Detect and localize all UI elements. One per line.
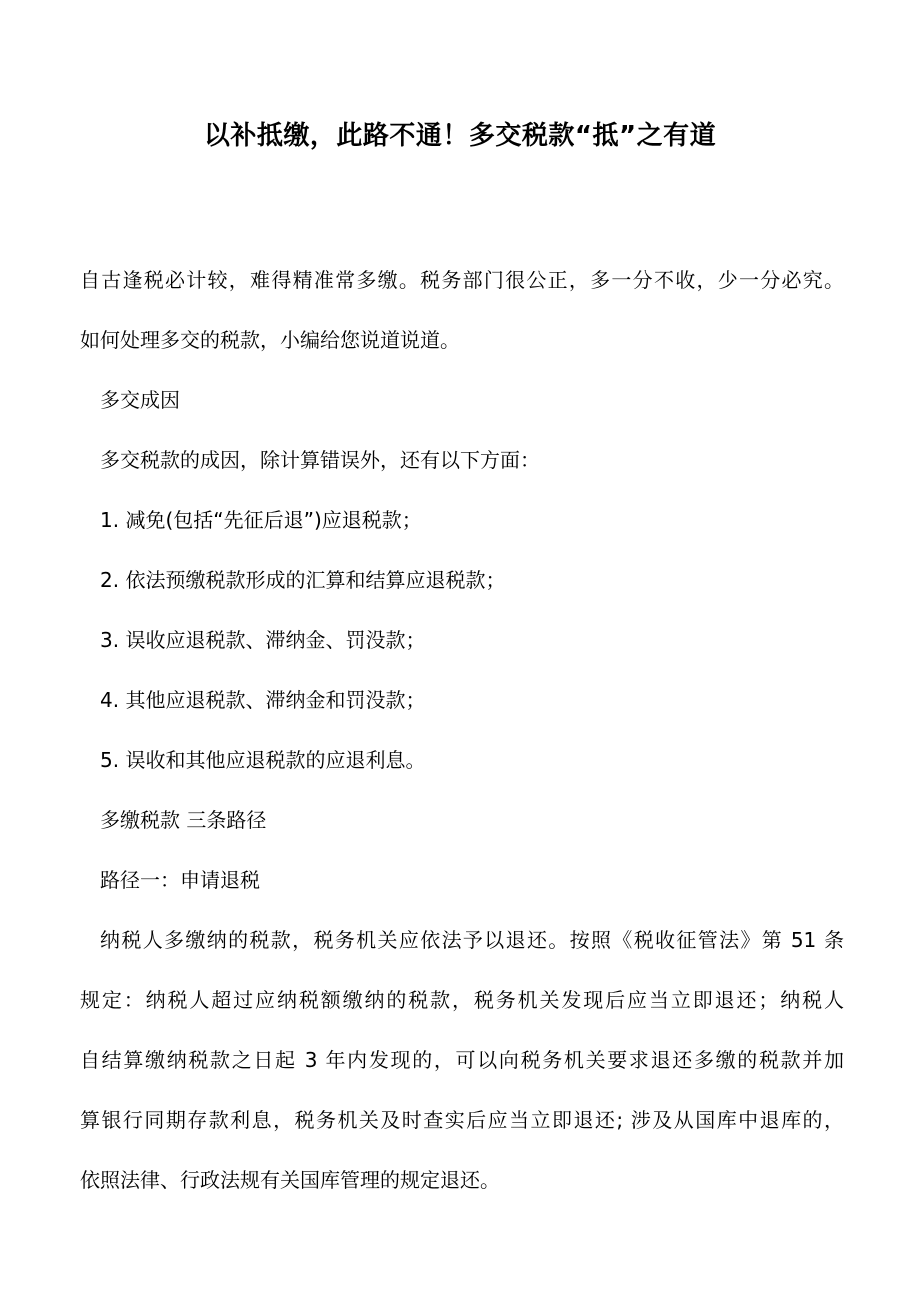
document-body: [80, 250, 844, 1210]
paragraph: 自结算缴纳税款之日起 3 年内发现的，可以向税务机关要求退还多缴的税款并加: [80, 1048, 844, 1072]
paragraph: 如何处理多交的税款，小编给您说道说道。: [80, 328, 460, 352]
paragraph: 多交税款的成因，除计算错误外，还有以下方面：: [100, 448, 540, 472]
paragraph: 规定：纳税人超过应纳税额缴纳的税款，税务机关发现后应当立即退还；纳税人: [80, 988, 844, 1012]
paragraph: 3. 误收应退税款、滞纳金、罚没款；: [100, 628, 426, 652]
paragraph: 依照法律、行政法规有关国库管理的规定退还。: [80, 1168, 500, 1192]
paragraph: 纳税人多缴纳的税款，税务机关应依法予以退还。按照《税收征管法》第 51 条: [100, 928, 844, 952]
paragraph: 多交成因: [100, 388, 180, 412]
paragraph: 算银行同期存款利息，税务机关及时查实后应当立即退还; 涉及从国库中退库的，: [80, 1108, 844, 1132]
paragraph: 5. 误收和其他应退税款的应退利息。: [100, 748, 426, 772]
paragraph: 2. 依法预缴税款形成的汇算和结算应退税款；: [100, 568, 506, 592]
paragraph: 自古逢税必计较，难得精准常多缴。税务部门很公正，多一分不收，少一分必究。: [80, 268, 844, 292]
paragraph: 多缴税款 三条路径: [100, 808, 267, 832]
paragraph: 4. 其他应退税款、滞纳金和罚没款；: [100, 688, 426, 712]
paragraph: 路径一：申请退税: [100, 868, 260, 892]
document-title: 以补抵缴，此路不通！多交税款“抵”之有道: [203, 121, 717, 151]
paragraph: 1. 减免(包括“先征后退”)应退税款；: [100, 508, 422, 532]
